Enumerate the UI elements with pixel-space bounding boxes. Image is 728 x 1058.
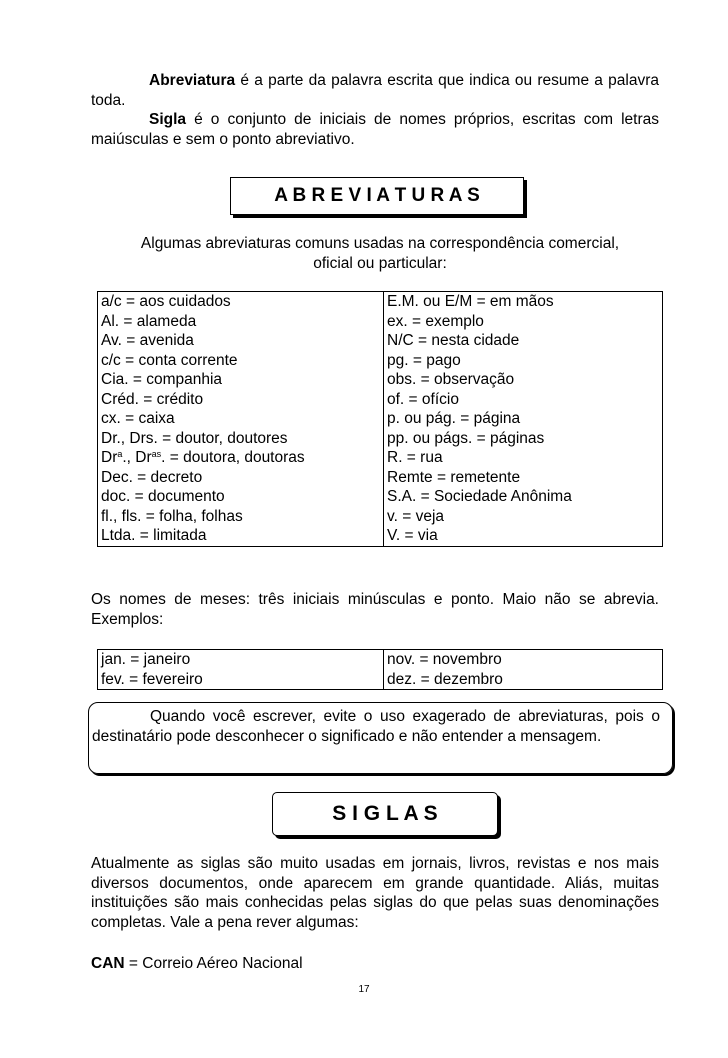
- list-item: dez. = dezembro: [387, 670, 503, 688]
- abbreviations-intro-line1: Algumas abreviaturas comuns usadas na correspondência comercial,: [140, 235, 620, 252]
- page-number: 17: [358, 984, 370, 995]
- list-item: doc. = documento: [101, 488, 225, 505]
- list-item: Ltda. = limitada: [101, 527, 207, 544]
- list-item: c/c = conta corrente: [101, 351, 238, 369]
- list-item: E.M. ou E/M = em mãos: [387, 293, 554, 310]
- list-item: R. = rua: [387, 449, 443, 466]
- abbreviations-heading-box: [230, 177, 524, 215]
- list-item: jan. = janeiro: [101, 651, 191, 668]
- list-item: pp. ou págs. = páginas: [387, 429, 545, 447]
- table-row: [98, 650, 663, 690]
- list-item: Al. = alameda: [101, 312, 197, 330]
- can-def: = Correio Aéreo Nacional: [124, 955, 303, 972]
- list-item: of. = ofício: [387, 390, 459, 408]
- abbreviation-definition: [91, 71, 659, 110]
- abbreviation-def-text: é a parte da palavra escrita que indica ou resume a palavra toda.: [91, 72, 659, 109]
- list-item: cx. = caixa: [101, 410, 175, 427]
- list-item: obs. = observação: [387, 371, 515, 388]
- list-item: fev. = fevereiro: [101, 670, 203, 688]
- list-item: S.A. = Sociedade Anônima: [387, 488, 572, 505]
- list-item: nov. = novembro: [387, 651, 502, 668]
- list-item: a/c = aos cuidados: [101, 293, 231, 310]
- list-item: Dec. = decreto: [101, 468, 203, 486]
- list-item: Dr., Drs. = doutor, doutores: [101, 429, 288, 447]
- abbreviations-left-column: [98, 292, 384, 547]
- abbreviations-table: [97, 291, 663, 547]
- abbreviations-heading: A B R E V I A T U R A S: [274, 185, 480, 206]
- note-text: Quando você escrever, evite o uso exagerado de abreviaturas, pois o destinatário pode desconhecer o significado e não entender a mensagem.: [92, 708, 660, 745]
- list-item: Av. = avenida: [101, 332, 194, 349]
- doutora-part-b: ., Dr: [122, 449, 152, 466]
- doutora-part-c: . = doutora, doutoras: [161, 449, 305, 466]
- doutora-part-a: Dr: [101, 449, 118, 466]
- list-item: N/C = nesta cidade: [387, 332, 520, 349]
- can-entry: [91, 954, 659, 974]
- abbreviations-right-column: [384, 292, 663, 547]
- abbreviations-intro: [91, 234, 669, 274]
- acronym-def-text: é o conjunto de iniciais de nomes próprios, escritas com letras maiúsculas e sem o ponto abreviativo.: [91, 111, 659, 148]
- list-item: Créd. = crédito: [101, 390, 204, 408]
- doutora-sup-b: as: [151, 449, 162, 459]
- list-item-doutora: [101, 448, 383, 468]
- list-item: Cia. = companhia: [101, 371, 223, 388]
- list-item: fl., fls. = folha, folhas: [101, 507, 243, 525]
- list-item: pg. = pago: [387, 351, 461, 369]
- months-right-column: [384, 650, 663, 690]
- months-left-column: [98, 650, 384, 690]
- months-paragraph: Os nomes de meses: três iniciais minúsculas e ponto. Maio não se abrevia. Exemplos:: [91, 591, 659, 628]
- siglas-paragraph: Atualmente as siglas são muito usadas em jornais, livros, revistas e nos mais diversos documentos, onde aparecem em grande quantidade. Aliás, muitas instituições são mais conhecidas pelas siglas do que pelas suas denominações completas. Vale a pena rever algumas:: [91, 855, 659, 931]
- siglas-heading: S I G L A S: [332, 802, 438, 825]
- list-item: V. = via: [387, 527, 438, 544]
- months-table: [97, 649, 663, 690]
- doutora-sup-a: a: [117, 449, 123, 459]
- table-row: [98, 292, 663, 547]
- list-item: ex. = exemplo: [387, 312, 484, 330]
- siglas-heading-box: [272, 792, 498, 836]
- abbreviation-term: Abreviatura: [149, 72, 236, 89]
- list-item: p. ou pág. = página: [387, 410, 521, 427]
- acronym-definition: [91, 110, 659, 149]
- list-item: v. = veja: [387, 507, 445, 525]
- can-term: CAN: [91, 955, 125, 972]
- list-item: Remte = remetente: [387, 468, 521, 486]
- abbreviations-intro-line2: oficial ou particular:: [313, 255, 447, 272]
- acronym-term: Sigla: [149, 111, 187, 128]
